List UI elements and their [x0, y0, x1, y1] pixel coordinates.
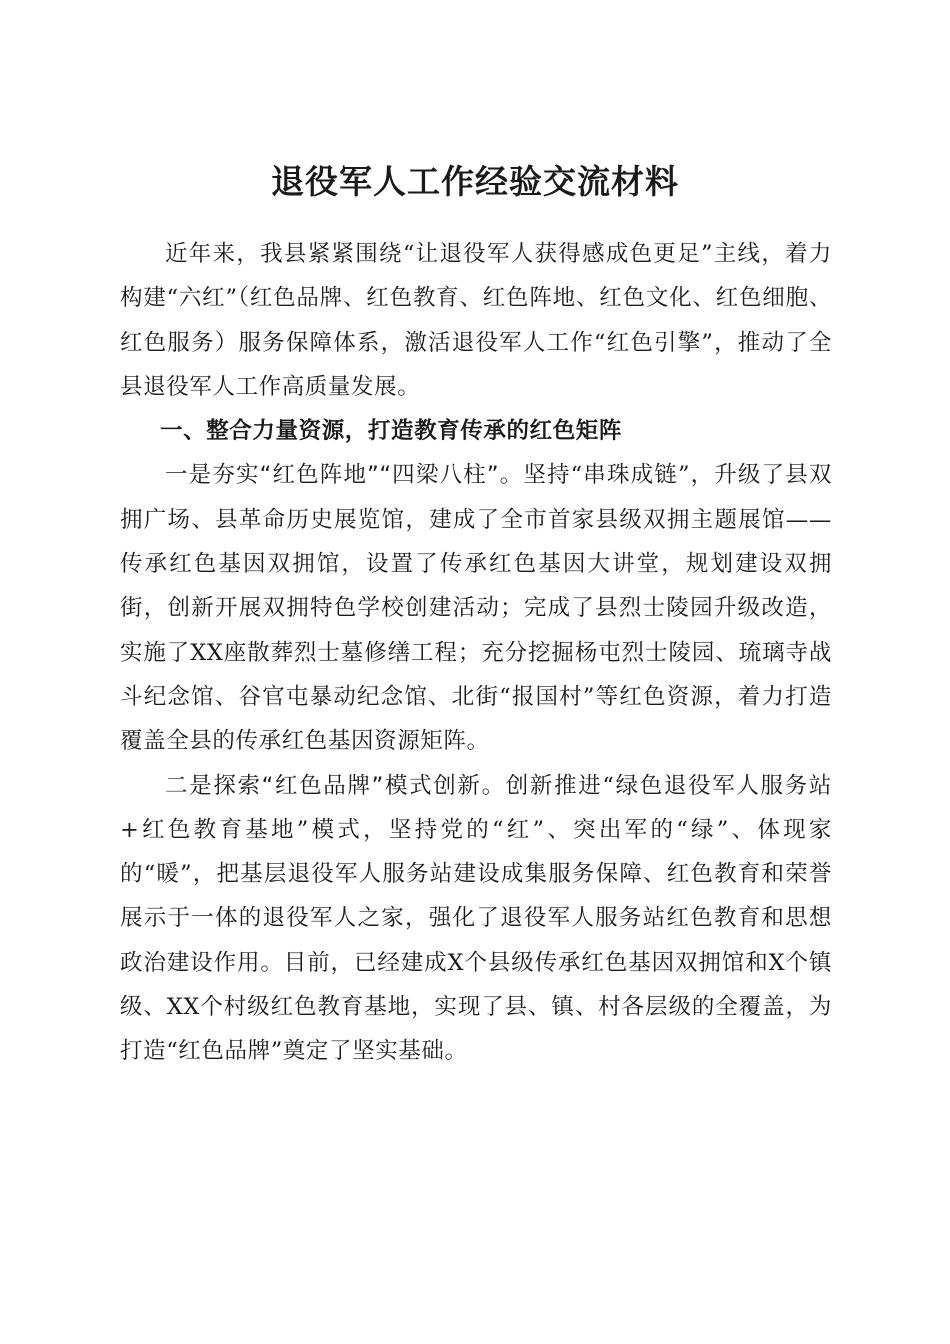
point-1-lead: 一是夯实“红色阵地”“四梁八柱”。 — [165, 462, 524, 489]
section-1-point-2 — [120, 764, 832, 1074]
section-1-heading: 一、整合力量资源，打造教育传承的红色矩阵 — [160, 418, 623, 445]
point-1-text: 坚持“串珠成链”，升级了县双拥广场、县革命历史展览馆，建成了全市首家县级双拥主题展馆——传承红色基因双拥馆，设置了传承红色基因大讲堂，规划建设双拥街，创新开展双拥特色学校创建活动；完成了县烈士陵园升级改造，实施了XX座散葬烈士墓修缮工程；充分挖掘杨屯烈士陵园、琉璃寺战斗纪念馆、谷官屯暴动纪念馆、北街“报国村”等红色资源，着力打造覆盖全县的传承红色基因资源矩阵。 — [120, 462, 833, 755]
point-2-lead: 二是探索“红色品牌”模式创新。 — [165, 772, 506, 799]
intro-paragraph: 近年来，我县紧紧围绕“让退役军人获得感成色更足”主线，着力构建“六红”（红色品牌、红色教育、红色阵地、红色文化、红色细胞、红色服务）服务保障体系，激活退役军人工作“红色引擎”，推动了全县退役军人工作高质量发展。 — [120, 241, 832, 400]
document-title: 退役军人工作经验交流材料 — [271, 162, 679, 202]
section-1-point-1 — [120, 453, 832, 763]
point-2-text: 创新推进“绿色退役军人服务站+红色教育基地”模式，坚持党的“红”、突出军的“绿”、体现家的“暖”，把基层退役军人服务站建设成集服务保障、红色教育和荣誉展示于一体的退役军人之家，强化了退役军人服务站红色教育和思想政治建设作用。目前，已经建成X个县级传承红色基因双拥馆和X个镇级、XX个村级红色教育基地，实现了县、镇、村各层级的全覆盖，为打造“红色品牌”奠定了坚实基础。 — [120, 772, 832, 1065]
document-body — [120, 232, 832, 1074]
